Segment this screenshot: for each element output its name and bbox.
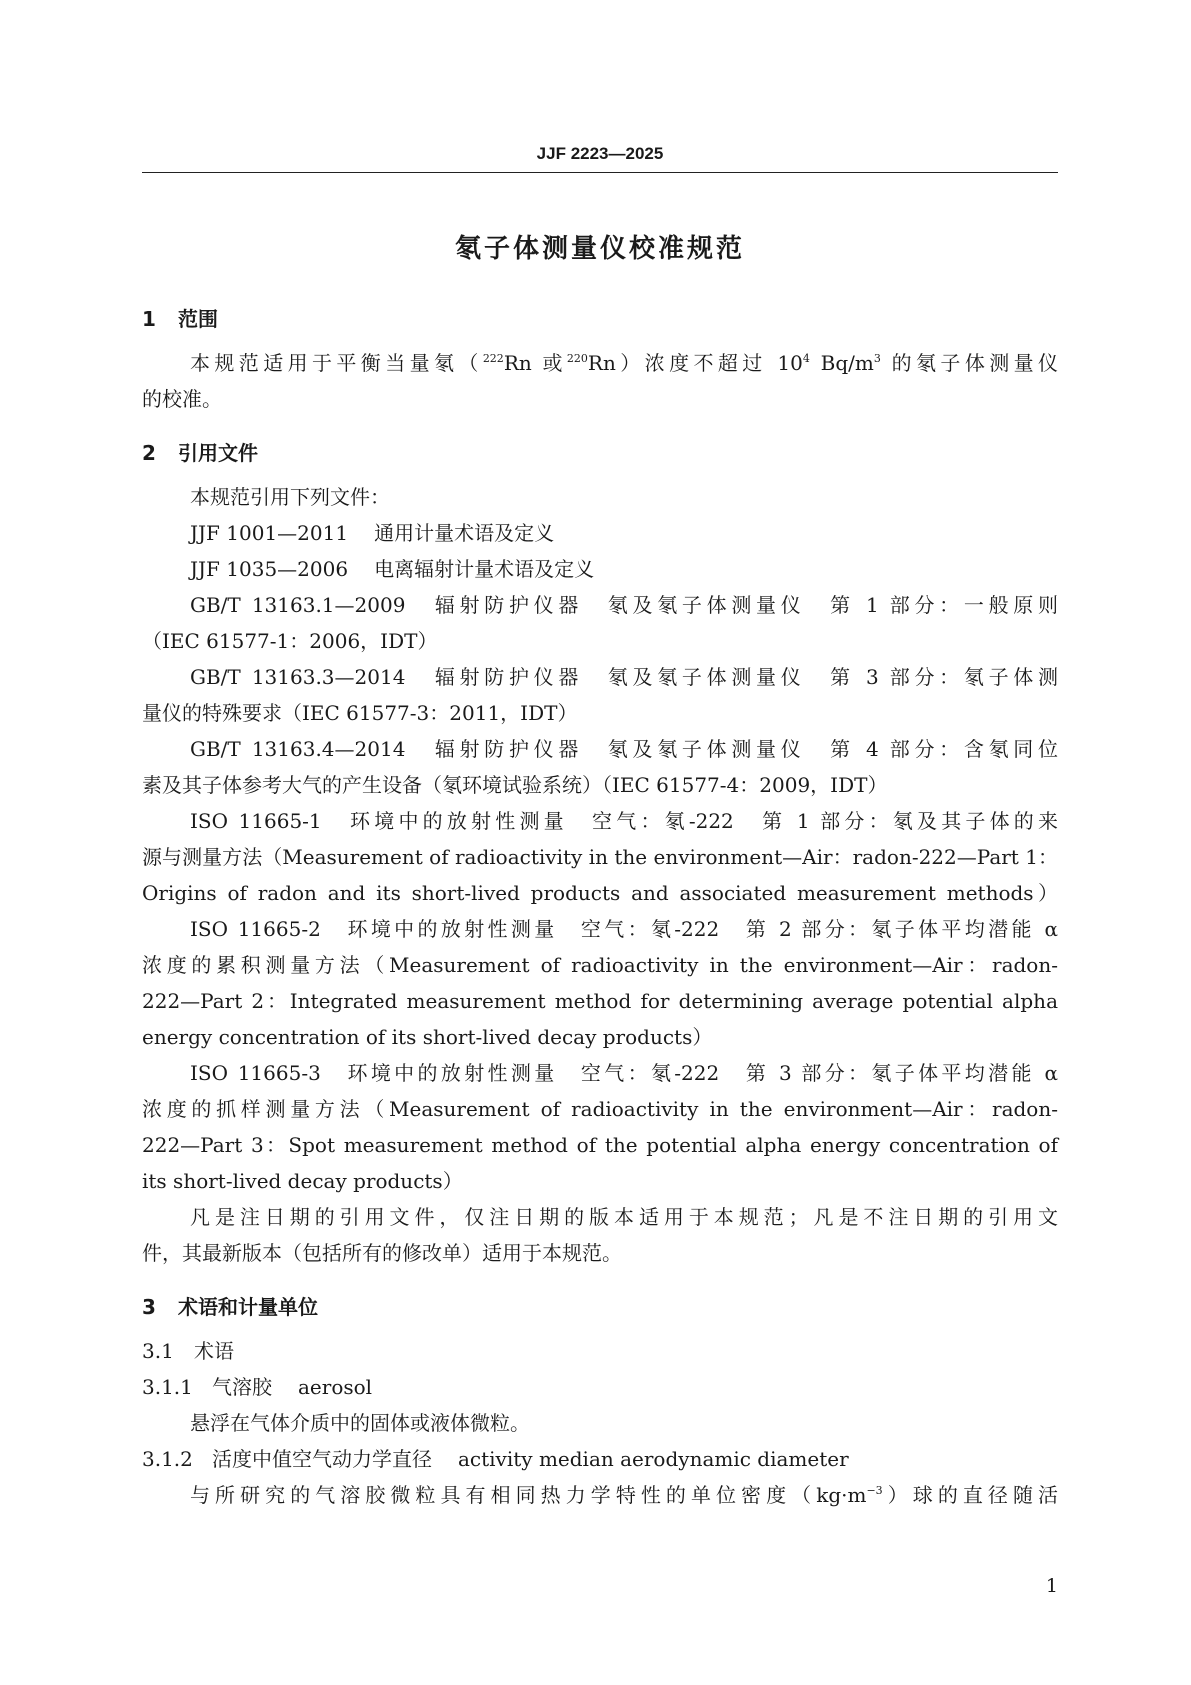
term-3-1-1-definition: 悬浮在气体介质中的固体或液体微粒。: [190, 1411, 530, 1435]
reference-gb13163-4-line-2: 素及其子体参考大气的产生设备（氡环境试验系统）（IEC 61577-4：2009，IDT）: [142, 773, 888, 797]
subsection-3-1: 3.1 术语: [142, 1339, 234, 1363]
section-number: 3: [142, 1295, 156, 1319]
reference-gb13163-1-line-1: GB/T 13163.1—2009 辐射防护仪器 氡及氡子体测量仪 第 1 部分：一般原则: [190, 593, 1058, 617]
reference-iso11665-2-line-4: energy concentration of its short-lived decay products）: [142, 1025, 713, 1049]
reference-iso11665-1-line-2: 源与测量方法（Measurement of radioactivity in the environment—Air：radon-222—Part 1：: [142, 845, 1058, 869]
reference-iso11665-2-line-2: 浓度的累积测量方法（Measurement of radioactivity in the environment—Air：radon-: [142, 953, 1058, 977]
reference-gb13163-1-line-2: （IEC 61577-1：2006，IDT）: [142, 629, 438, 653]
reference-jjf1035: JJF 1035—2006 电离辐射计量术语及定义: [190, 557, 595, 581]
section-1-heading: [142, 303, 218, 332]
term-3-1-2-heading: 3.1.2 活度中值空气动力学直径 activity median aerodynamic diameter: [142, 1447, 849, 1471]
reference-iso11665-1-line-3: Origins of radon and its short-lived products and associated measurement methods）: [142, 881, 1058, 905]
scope-paragraph-line-2: 的校准。: [142, 387, 222, 411]
document-title: 氡子体测量仪校准规范: [454, 234, 745, 264]
reference-gb13163-3-line-1: GB/T 13163.3—2014 辐射防护仪器 氡及氡子体测量仪 第 3 部分：氡子体测: [190, 665, 1058, 689]
reference-iso11665-3-line-2: 浓度的抓样测量方法（Measurement of radioactivity in the environment—Air：radon-: [142, 1097, 1058, 1121]
reference-iso11665-1-line-1: ISO 11665-1 环境中的放射性测量 空气：氡-222 第 1 部分：氡及其子体的来: [190, 809, 1058, 833]
reference-gb13163-4-line-1: GB/T 13163.4—2014 辐射防护仪器 氡及氡子体测量仪 第 4 部分：含氡同位: [190, 737, 1058, 761]
reference-iso11665-3-line-1: ISO 11665-3 环境中的放射性测量 空气：氡-222 第 3 部分：氡子体平均潜能 α: [190, 1061, 1058, 1085]
term-3-1-2-definition: 与所研究的气溶胶微粒具有相同热力学特性的单位密度$(kg\cdot m^{-3})$球的直径随活: [190, 1483, 1059, 1507]
section-number: 1: [142, 307, 156, 331]
reference-iso11665-3-line-3: 222—Part 3：Spot measurement method of the potential alpha energy concentration of: [142, 1133, 1058, 1157]
section-title: 术语和计量单位: [178, 1295, 318, 1319]
term-3-1-1-heading: 3.1.1 气溶胶 aerosol: [142, 1375, 373, 1399]
references-intro: 本规范引用下列文件：: [190, 485, 390, 509]
reference-iso11665-3-line-4: its short-lived decay products）: [142, 1169, 463, 1193]
reference-iso11665-2-line-3: 222—Part 2：Integrated measurement method for determining average potential alpha: [142, 989, 1058, 1013]
header-standard-code: JJF 2223—2025: [536, 144, 664, 163]
section-title: 范围: [178, 307, 218, 331]
section-3-heading: [142, 1291, 318, 1320]
references-closing-line-2: 件，其最新版本（包括所有的修改单）适用于本规范。: [142, 1241, 622, 1265]
scope-paragraph-line-1: 本规范适用于平衡当量氡（$^{222}$Rn 或$^{220}$Rn）浓度不超过 $10^4$ $Bq/m^3$ 的氡子体测量仪: [190, 351, 1059, 375]
reference-jjf1001: JJF 1001—2011 通用计量术语及定义: [190, 521, 555, 545]
page-number: 1: [1045, 1575, 1058, 1597]
references-closing-line-1: 凡是注日期的引用文件，仅注日期的版本适用于本规范；凡是不注日期的引用文: [190, 1205, 1058, 1229]
header-rule: [142, 172, 1058, 173]
reference-iso11665-2-line-1: ISO 11665-2 环境中的放射性测量 空气：氡-222 第 2 部分：氡子体平均潜能 α: [190, 917, 1058, 941]
section-title: 引用文件: [178, 441, 258, 465]
section-2-heading: [142, 437, 258, 466]
reference-gb13163-3-line-2: 量仪的特殊要求（IEC 61577-3：2011，IDT）: [142, 701, 578, 725]
section-number: 2: [142, 441, 156, 465]
